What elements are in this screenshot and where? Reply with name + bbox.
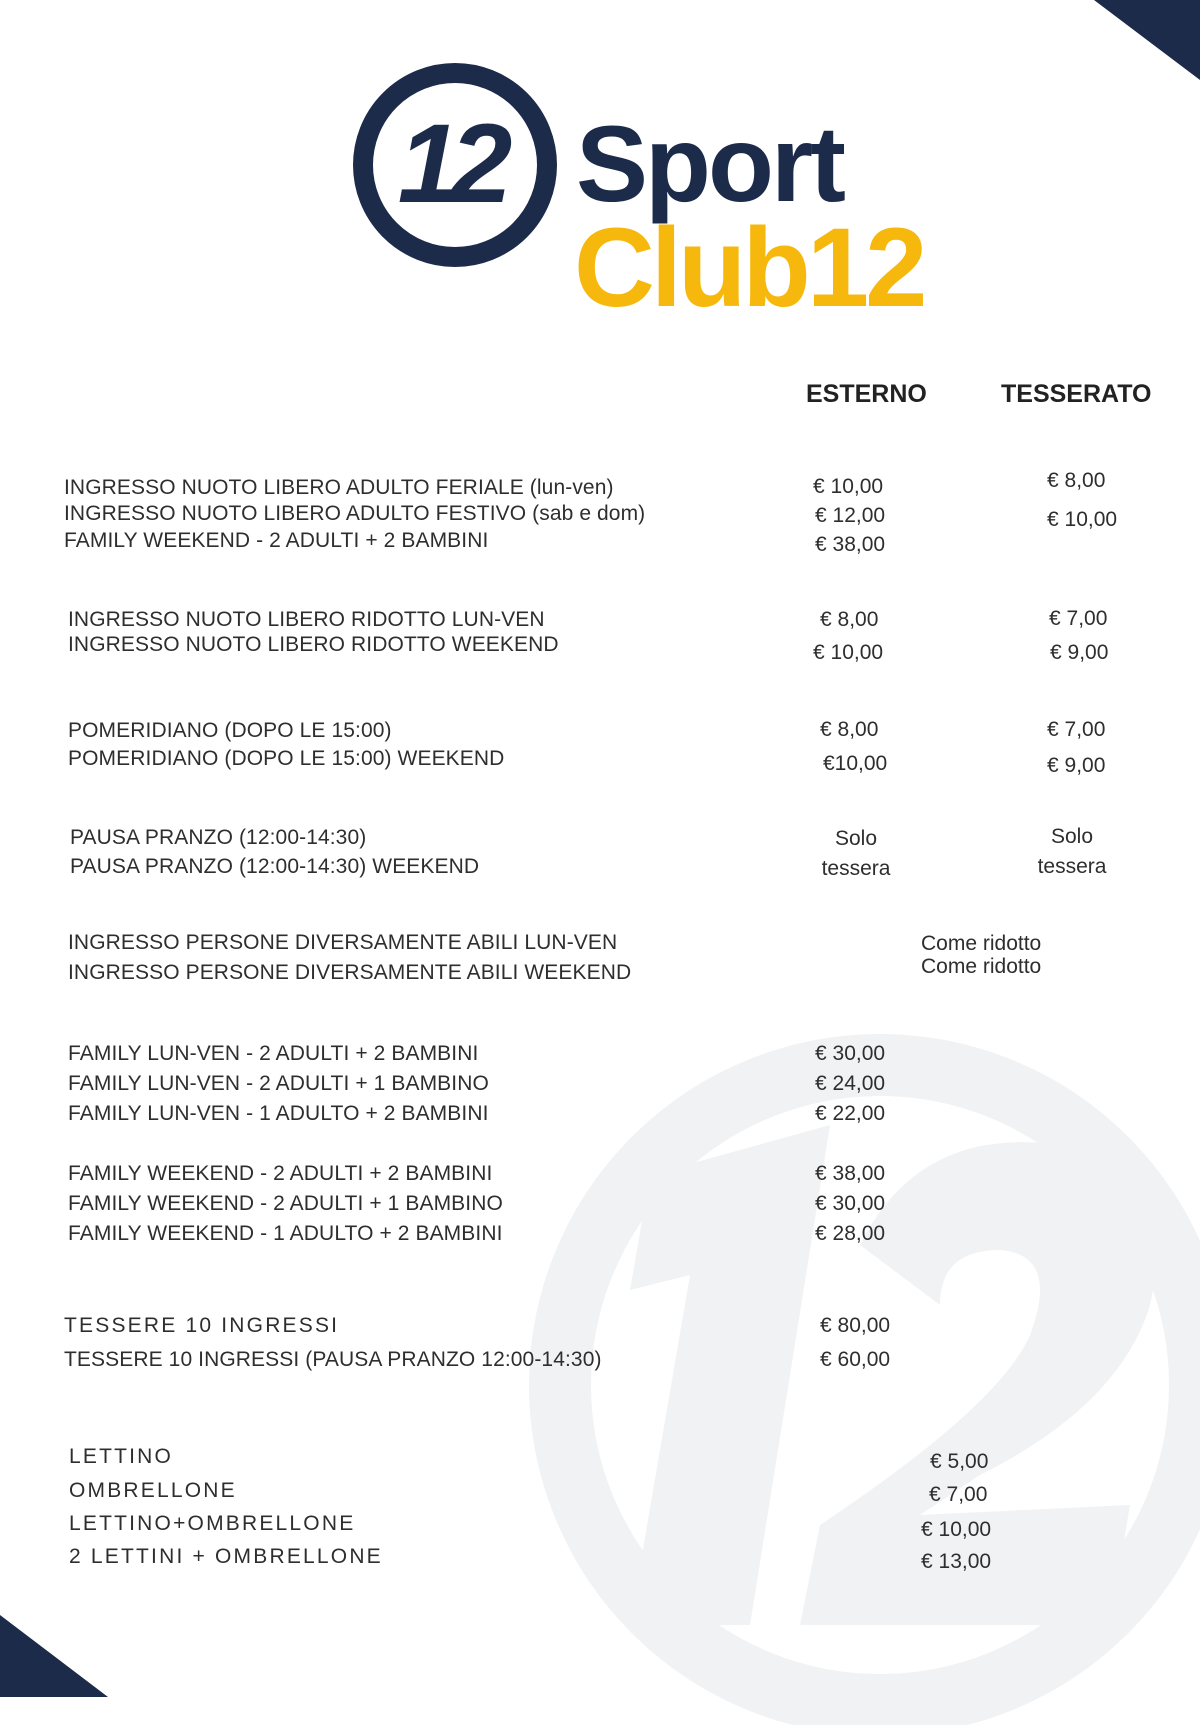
price-esterno: € 30,00 xyxy=(815,1042,886,1065)
price-list-item: FAMILY LUN-VEN - 2 ADULTI + 2 BAMBINI xyxy=(68,1042,479,1065)
price-list-item: FAMILY WEEKEND - 1 ADULTO + 2 BAMBINI xyxy=(68,1222,503,1245)
club-logo xyxy=(352,62,924,330)
price-note: Come ridotto xyxy=(921,932,1042,955)
price-list-item: TESSERE 10 INGRESSI (PAUSA PRANZO 12:00-14:30) xyxy=(64,1348,602,1371)
price-list-item: FAMILY LUN-VEN - 2 ADULTI + 1 BAMBINO xyxy=(68,1072,489,1095)
price-list-item: LETTINO+OMBRELLONE xyxy=(69,1512,356,1535)
price-list-item: PAUSA PRANZO (12:00-14:30) xyxy=(70,826,367,849)
price-list-item: POMERIDIANO (DOPO LE 15:00) xyxy=(68,719,392,742)
logo-badge-icon xyxy=(352,62,558,268)
price-tesserato: € 9,00 xyxy=(1047,754,1106,777)
price-esterno: € 22,00 xyxy=(815,1102,886,1125)
price-tesserato: € 8,00 xyxy=(1047,469,1106,492)
price-esterno: € 38,00 xyxy=(815,1162,886,1185)
price-esterno: € 30,00 xyxy=(815,1192,886,1215)
price-esterno: € 38,00 xyxy=(815,533,886,556)
corner-decoration-top-right xyxy=(1094,0,1200,80)
logo-badge-text: 12 xyxy=(397,101,503,226)
price-list-item: PAUSA PRANZO (12:00-14:30) WEEKEND xyxy=(70,855,480,878)
price-esterno: € 80,00 xyxy=(820,1314,891,1337)
price-list-item: FAMILY WEEKEND - 2 ADULTI + 1 BAMBINO xyxy=(68,1192,503,1215)
price-value: € 10,00 xyxy=(921,1518,992,1541)
price-list-item: FAMILY WEEKEND - 2 ADULTI + 2 BAMBINI xyxy=(68,1162,493,1185)
price-esterno: € 60,00 xyxy=(820,1348,891,1371)
price-list-item: INGRESSO PERSONE DIVERSAMENTE ABILI LUN-VEN xyxy=(68,931,618,954)
price-esterno: € 10,00 xyxy=(813,475,884,498)
logo-club-text: Club12 xyxy=(574,205,924,330)
price-value: € 7,00 xyxy=(929,1483,988,1506)
price-esterno: €10,00 xyxy=(823,752,888,775)
price-list-item: FAMILY LUN-VEN - 1 ADULTO + 2 BAMBINI xyxy=(68,1102,489,1125)
price-list-item: LETTINO xyxy=(69,1445,174,1468)
price-note: Come ridotto xyxy=(921,955,1042,978)
price-esterno: € 10,00 xyxy=(813,641,884,664)
price-tesserato: tessera xyxy=(1037,855,1107,878)
price-tesserato: € 7,00 xyxy=(1049,607,1108,630)
price-list-item: FAMILY WEEKEND - 2 ADULTI + 2 BAMBINI xyxy=(64,529,489,552)
price-esterno: Solo xyxy=(834,827,878,850)
price-esterno: € 8,00 xyxy=(820,718,879,741)
price-list-item: INGRESSO PERSONE DIVERSAMENTE ABILI WEEKEND xyxy=(68,961,632,984)
price-tesserato: € 9,00 xyxy=(1050,641,1109,664)
price-tesserato: Solo xyxy=(1050,825,1094,848)
price-esterno: tessera xyxy=(821,857,891,880)
price-list-item: INGRESSO NUOTO LIBERO RIDOTTO WEEKEND xyxy=(68,633,559,656)
price-tesserato: € 10,00 xyxy=(1047,508,1118,531)
price-esterno: € 24,00 xyxy=(815,1072,886,1095)
price-list-item: INGRESSO NUOTO LIBERO ADULTO FESTIVO (sab e dom) xyxy=(64,502,646,525)
price-list-item: INGRESSO NUOTO LIBERO RIDOTTO LUN-VEN xyxy=(68,608,545,631)
price-list-item: TESSERE 10 INGRESSI xyxy=(64,1314,340,1337)
column-header-esterno: ESTERNO xyxy=(806,380,927,408)
price-esterno: € 8,00 xyxy=(820,608,879,631)
price-list-item: OMBRELLONE xyxy=(69,1479,237,1502)
price-list-item: POMERIDIANO (DOPO LE 15:00) WEEKEND xyxy=(68,747,505,770)
price-value: € 5,00 xyxy=(930,1450,989,1473)
price-esterno: € 28,00 xyxy=(815,1222,886,1245)
corner-decoration-bottom-left xyxy=(0,1615,108,1697)
price-list-item: 2 LETTINI + OMBRELLONE xyxy=(69,1545,383,1568)
price-list-item: INGRESSO NUOTO LIBERO ADULTO FERIALE (lun-ven) xyxy=(64,476,614,499)
price-value: € 13,00 xyxy=(921,1550,992,1573)
price-esterno: € 12,00 xyxy=(815,504,886,527)
column-header-tesserato: TESSERATO xyxy=(1001,380,1152,408)
logo-sport-text: Sport xyxy=(576,103,843,224)
price-tesserato: € 7,00 xyxy=(1047,718,1106,741)
